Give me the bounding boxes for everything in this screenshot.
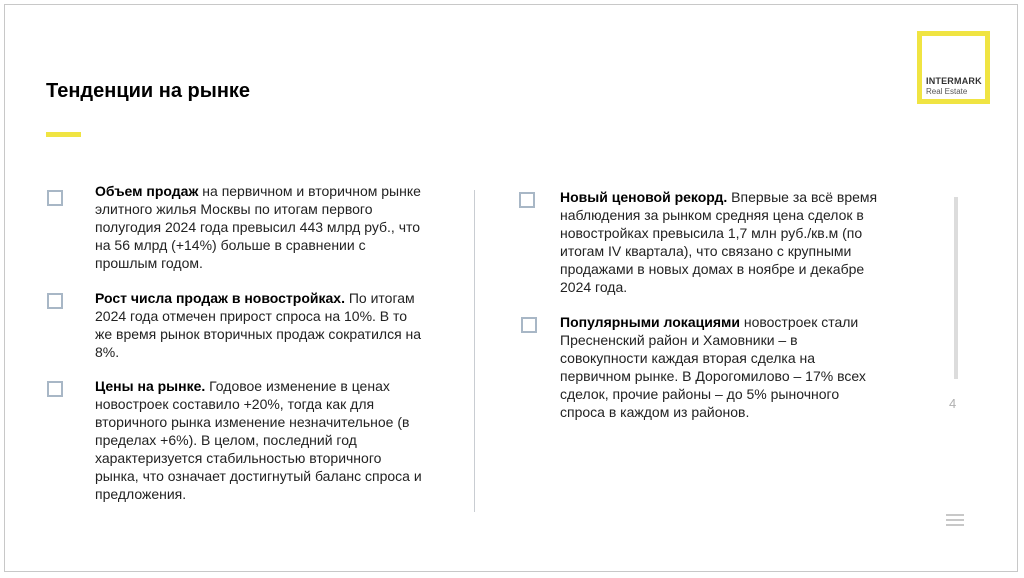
page-number: 4 bbox=[949, 396, 957, 411]
logo-name: INTERMARK bbox=[926, 76, 982, 86]
list-item bbox=[95, 182, 425, 272]
checkbox-icon bbox=[521, 317, 537, 333]
vertical-scrollbar[interactable] bbox=[954, 197, 958, 379]
item-heading: Объем продаж bbox=[95, 183, 199, 199]
column-divider bbox=[474, 190, 475, 512]
item-text: на первичном и вторичном рынке элитного жилья Москвы по итогам первого полугодия 2024 года превысил 443 млрд руб., что на 56 млрд (+14%) больше в сравнении с прошлым годом. bbox=[95, 183, 421, 271]
list-item bbox=[95, 289, 425, 361]
item-heading: Рост числа продаж в новостройках. bbox=[95, 290, 345, 306]
item-text: новостроек стали Пресненский район и Хамовники – в совокупности каждая вторая сделка на первичном рынке. В Дорогомилово – 17% всех сделок, прочие районы – до 5% рыночного спроса в каждом из районов. bbox=[560, 314, 866, 420]
list-item bbox=[560, 188, 880, 296]
item-text: Впервые за всё время наблюдения за рынком средняя цена сделок в новостройках превысила 1,7 млн руб./кв.м (по итогам IV квартала), что связано с крупными продажами в новых домах в ноябре и декабре 2024 года. bbox=[560, 189, 878, 295]
checkbox-icon bbox=[47, 293, 63, 309]
item-text: По итогам 2024 года отмечен прирост спроса на 10%. В то же время рынок вторичных продаж сократился на 8%. bbox=[95, 290, 422, 360]
intermark-logo bbox=[917, 31, 990, 104]
checkbox-icon bbox=[47, 381, 63, 397]
item-heading: Цены на рынке. bbox=[95, 378, 206, 394]
slide-title: Тенденции на рынке bbox=[46, 80, 251, 102]
item-heading: Популярными локациями bbox=[560, 314, 740, 330]
menu-icon[interactable] bbox=[946, 514, 964, 528]
title-accent-bar bbox=[46, 132, 81, 137]
item-heading: Новый ценовой рекорд. bbox=[560, 189, 728, 205]
list-item bbox=[560, 313, 880, 421]
checkbox-icon bbox=[47, 190, 63, 206]
logo-subtitle: Real Estate bbox=[926, 87, 968, 96]
checkbox-icon bbox=[519, 192, 535, 208]
list-item bbox=[95, 377, 425, 503]
item-text: Годовое изменение в ценах новостроек составило +20%, тогда как для вторичного рынка изменение незначительное (в пределах +6%). В целом, последний год характеризуется стабильностью вторичного рынка, что означает достигнутый баланс спроса и предложения. bbox=[95, 378, 422, 502]
